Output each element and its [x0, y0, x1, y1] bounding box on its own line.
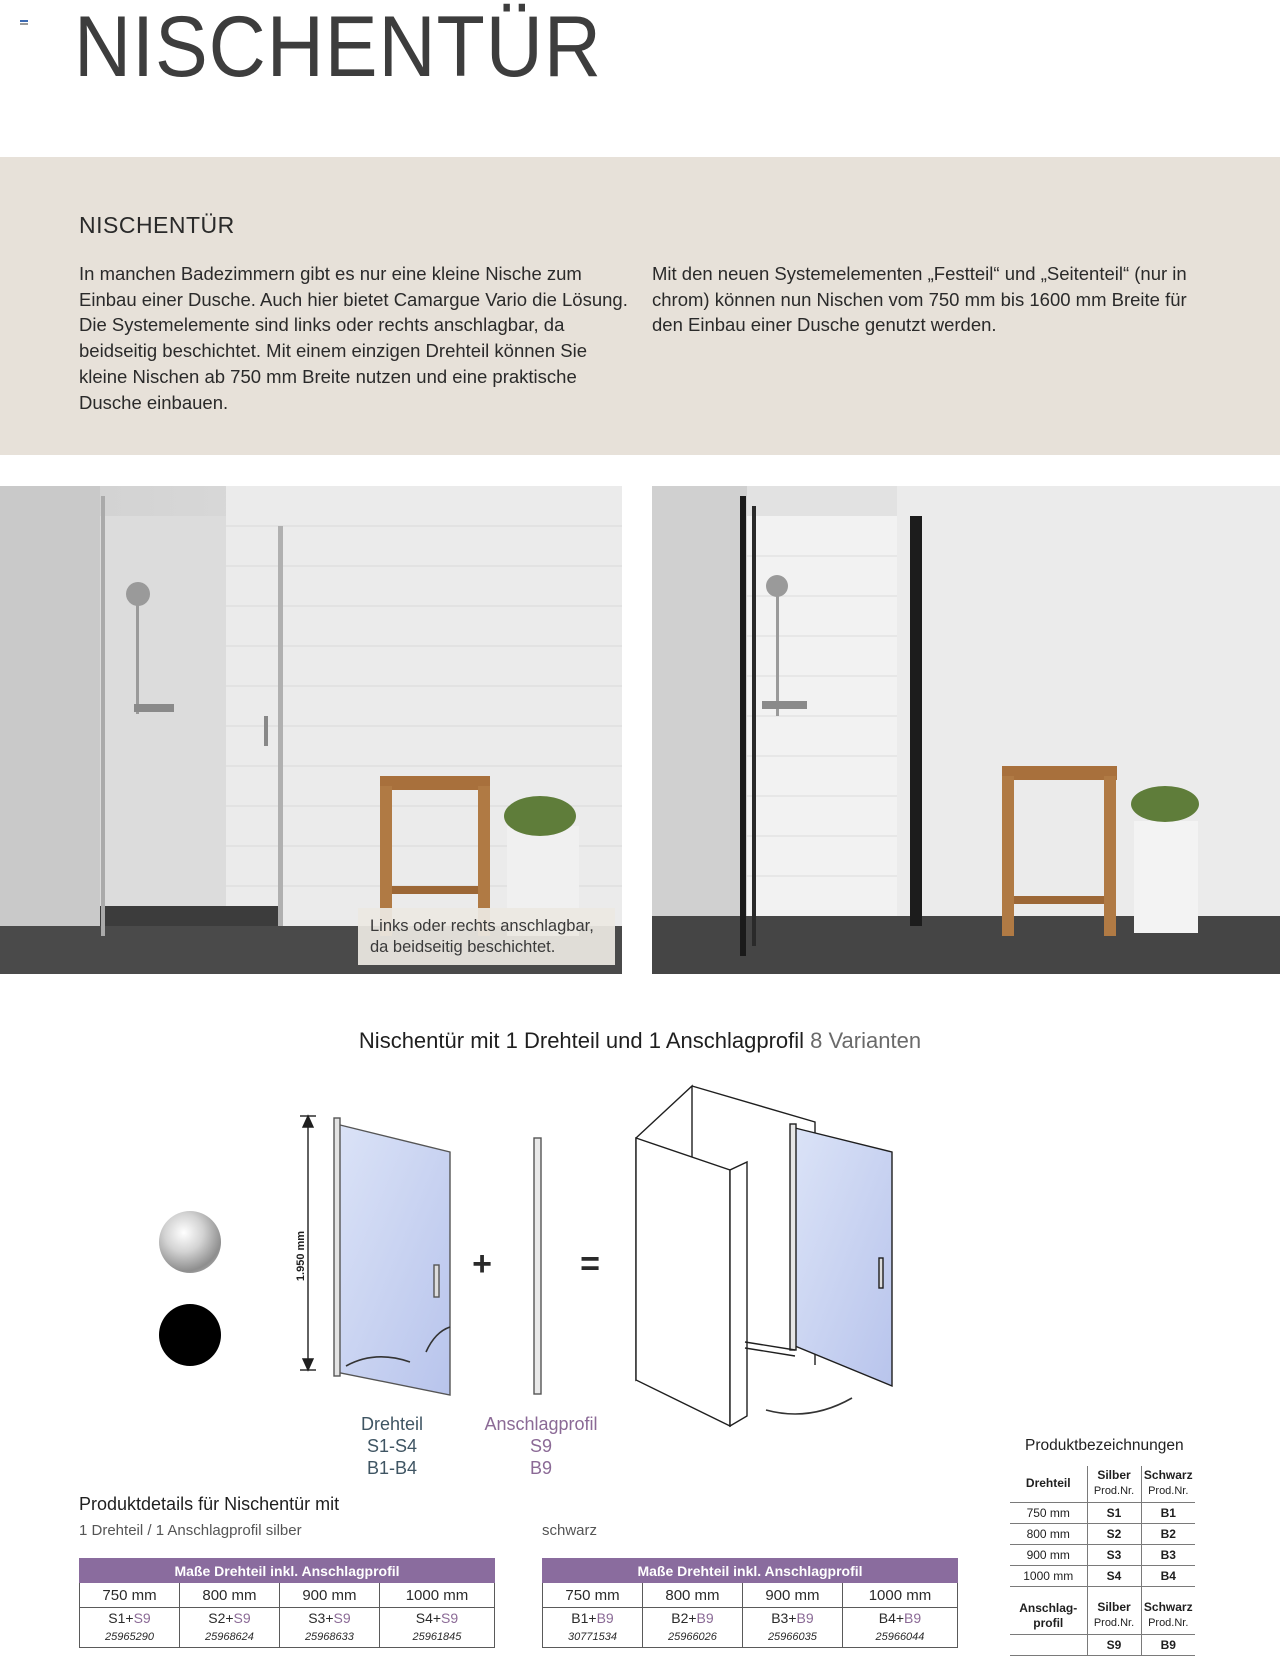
details-subtitle-silver: 1 Drehteil / 1 Anschlagprofil silber	[79, 1522, 302, 1539]
product-code-cell	[642, 1608, 742, 1648]
niche-assembly	[636, 1086, 892, 1426]
profile-code: S9	[333, 1609, 351, 1626]
section-title-main: Nischentür mit 1 Drehteil und 1 Anschlagprofil	[358, 1028, 805, 1053]
anschlagprofil-bar	[534, 1138, 541, 1394]
designations-col-drehteil: Drehteil	[1010, 1466, 1087, 1502]
anschlagprofil-black: B9	[529, 1458, 553, 1478]
drehteil-name: Drehteil	[360, 1414, 424, 1434]
plus-sign: +	[788, 1609, 797, 1626]
equals-operator: =	[580, 1245, 600, 1283]
spec-table-header: Maße Drehteil inkl. Anschlagprofil	[543, 1559, 958, 1583]
door-code: S1	[108, 1609, 126, 1626]
caption-line-2: da beidseitig beschichtet.	[370, 938, 556, 956]
photo-caption	[358, 908, 615, 965]
product-code-cell	[279, 1608, 379, 1648]
door-code: S4	[415, 1609, 433, 1626]
door-code: B1	[571, 1609, 589, 1626]
plus-sign: +	[895, 1609, 905, 1626]
intro-heading: NISCHENTÜR	[79, 212, 235, 238]
size-cell: 800 mm	[642, 1583, 742, 1608]
anschlagprofil-name: Anschlagprofil	[484, 1414, 598, 1434]
size-cell: 800 mm	[179, 1583, 279, 1608]
configuration-diagram	[290, 1080, 910, 1439]
door-code: S2	[208, 1609, 226, 1626]
anschlagprofil-silver: S9	[529, 1436, 553, 1456]
anschlagprofil-label	[476, 1413, 606, 1479]
drehteil-silver: S1-S4	[366, 1436, 418, 1456]
door-code: S3	[308, 1609, 326, 1626]
designations-table	[1010, 1466, 1195, 1656]
size-cell: 1000 mm	[842, 1583, 957, 1608]
plus-sign: +	[432, 1609, 442, 1626]
product-code-cell	[543, 1608, 643, 1648]
product-number: 25961845	[412, 1630, 462, 1643]
spec-table-header: Maße Drehteil inkl. Anschlagprofil	[80, 1559, 495, 1583]
size-cell: 900 mm	[742, 1583, 842, 1608]
corner-mark	[20, 20, 28, 27]
size-cell: 750 mm	[80, 1583, 180, 1608]
shower-photo-black	[652, 486, 1280, 974]
profile-code: S9	[133, 1609, 151, 1626]
intro-right-text: Mit den neuen Systemelementen „Festteil“ und „Seitenteil“ (nur in chrom) können nun Nischen vom 750 mm bis 1600 mm Breite für den Einbau einer Dusche genutzt werden.	[652, 263, 1187, 336]
plus-operator: +	[472, 1245, 492, 1283]
product-number: 25968624	[204, 1630, 254, 1643]
plus-sign: +	[125, 1609, 134, 1626]
door-code: B4	[878, 1609, 896, 1626]
section-variants: 8 Varianten	[810, 1028, 922, 1053]
profile-code: S9	[441, 1609, 459, 1626]
product-code-cell	[179, 1608, 279, 1648]
color-swatch-silver	[159, 1211, 221, 1273]
product-number: 25966026	[667, 1630, 717, 1643]
profile-code: S9	[233, 1609, 251, 1626]
designation-row: 1000 mm S4 B4	[1010, 1565, 1195, 1586]
designation-row: 800 mm S2 B2	[1010, 1523, 1195, 1544]
drehteil-label	[350, 1413, 434, 1479]
designations-col-silver: Silber Prod.Nr.	[1087, 1466, 1141, 1502]
designation-profile-header: Anschlag- profil Silber Prod.Nr. Schwarz Prod.Nr.	[1010, 1598, 1195, 1634]
shower-photo-chrome	[0, 486, 622, 974]
plus-sign: +	[588, 1609, 597, 1626]
designation-row: 900 mm S3 B3	[1010, 1544, 1195, 1565]
product-number: 25965290	[105, 1630, 154, 1643]
door-code: B2	[671, 1609, 689, 1626]
plus-sign: +	[688, 1609, 697, 1626]
product-code-cell	[742, 1608, 842, 1648]
profile-code: B9	[596, 1609, 614, 1626]
size-cell: 750 mm	[543, 1583, 643, 1608]
drehteil-black: B1-B4	[366, 1458, 418, 1478]
profile-code: B9	[904, 1609, 922, 1626]
details-subtitle-black: schwarz	[542, 1522, 598, 1539]
intro-left-text: In manchen Badezimmern gibt es nur eine kleine Nische zum Einbau einer Dusche. Auch hier bietet Camargue Vario die Lösung. Die Systemelemente sind links oder rechts anschlagbar, da beidseitig beschichtet. Mit einem einzigen Drehteil können Sie kleine Nischen ab 750 mm Breite nutzen und eine praktische Dusche einbauen.	[79, 263, 628, 413]
plus-sign: +	[225, 1609, 234, 1626]
page-title: NISCHENTÜR	[74, 0, 602, 95]
product-number: 25966035	[767, 1630, 817, 1643]
color-swatch-black	[159, 1304, 221, 1366]
product-code-cell	[80, 1608, 180, 1648]
product-code-cell	[379, 1608, 494, 1648]
designation-row: 750 mm S1 B1	[1010, 1502, 1195, 1523]
product-code-cell	[842, 1608, 957, 1648]
door-code: B3	[771, 1609, 789, 1626]
plus-sign: +	[325, 1609, 334, 1626]
caption-line-1: Links oder rechts anschlagbar,	[370, 917, 594, 935]
designations-title: Produktbezeichnungen	[1025, 1437, 1184, 1454]
product-number: 25966044	[875, 1630, 925, 1643]
product-number: 25968633	[304, 1630, 354, 1643]
size-cell: 900 mm	[279, 1583, 379, 1608]
drehteil-door	[334, 1118, 450, 1395]
spec-table-black	[542, 1558, 958, 1648]
section-title	[0, 1028, 1280, 1054]
profile-code: B9	[796, 1609, 814, 1626]
designation-profile-row: S9 B9	[1010, 1634, 1195, 1655]
designations-col-black: Schwarz Prod.Nr.	[1141, 1466, 1195, 1502]
profile-code: B9	[696, 1609, 714, 1626]
bottom-swing-arrow-icon	[766, 1398, 852, 1414]
spec-table-silver	[79, 1558, 495, 1648]
size-cell: 1000 mm	[379, 1583, 494, 1608]
height-label: 1.950 mm	[295, 1230, 307, 1282]
details-title: Produktdetails für Nischentür mit	[79, 1494, 340, 1514]
product-number: 30771534	[568, 1630, 617, 1643]
